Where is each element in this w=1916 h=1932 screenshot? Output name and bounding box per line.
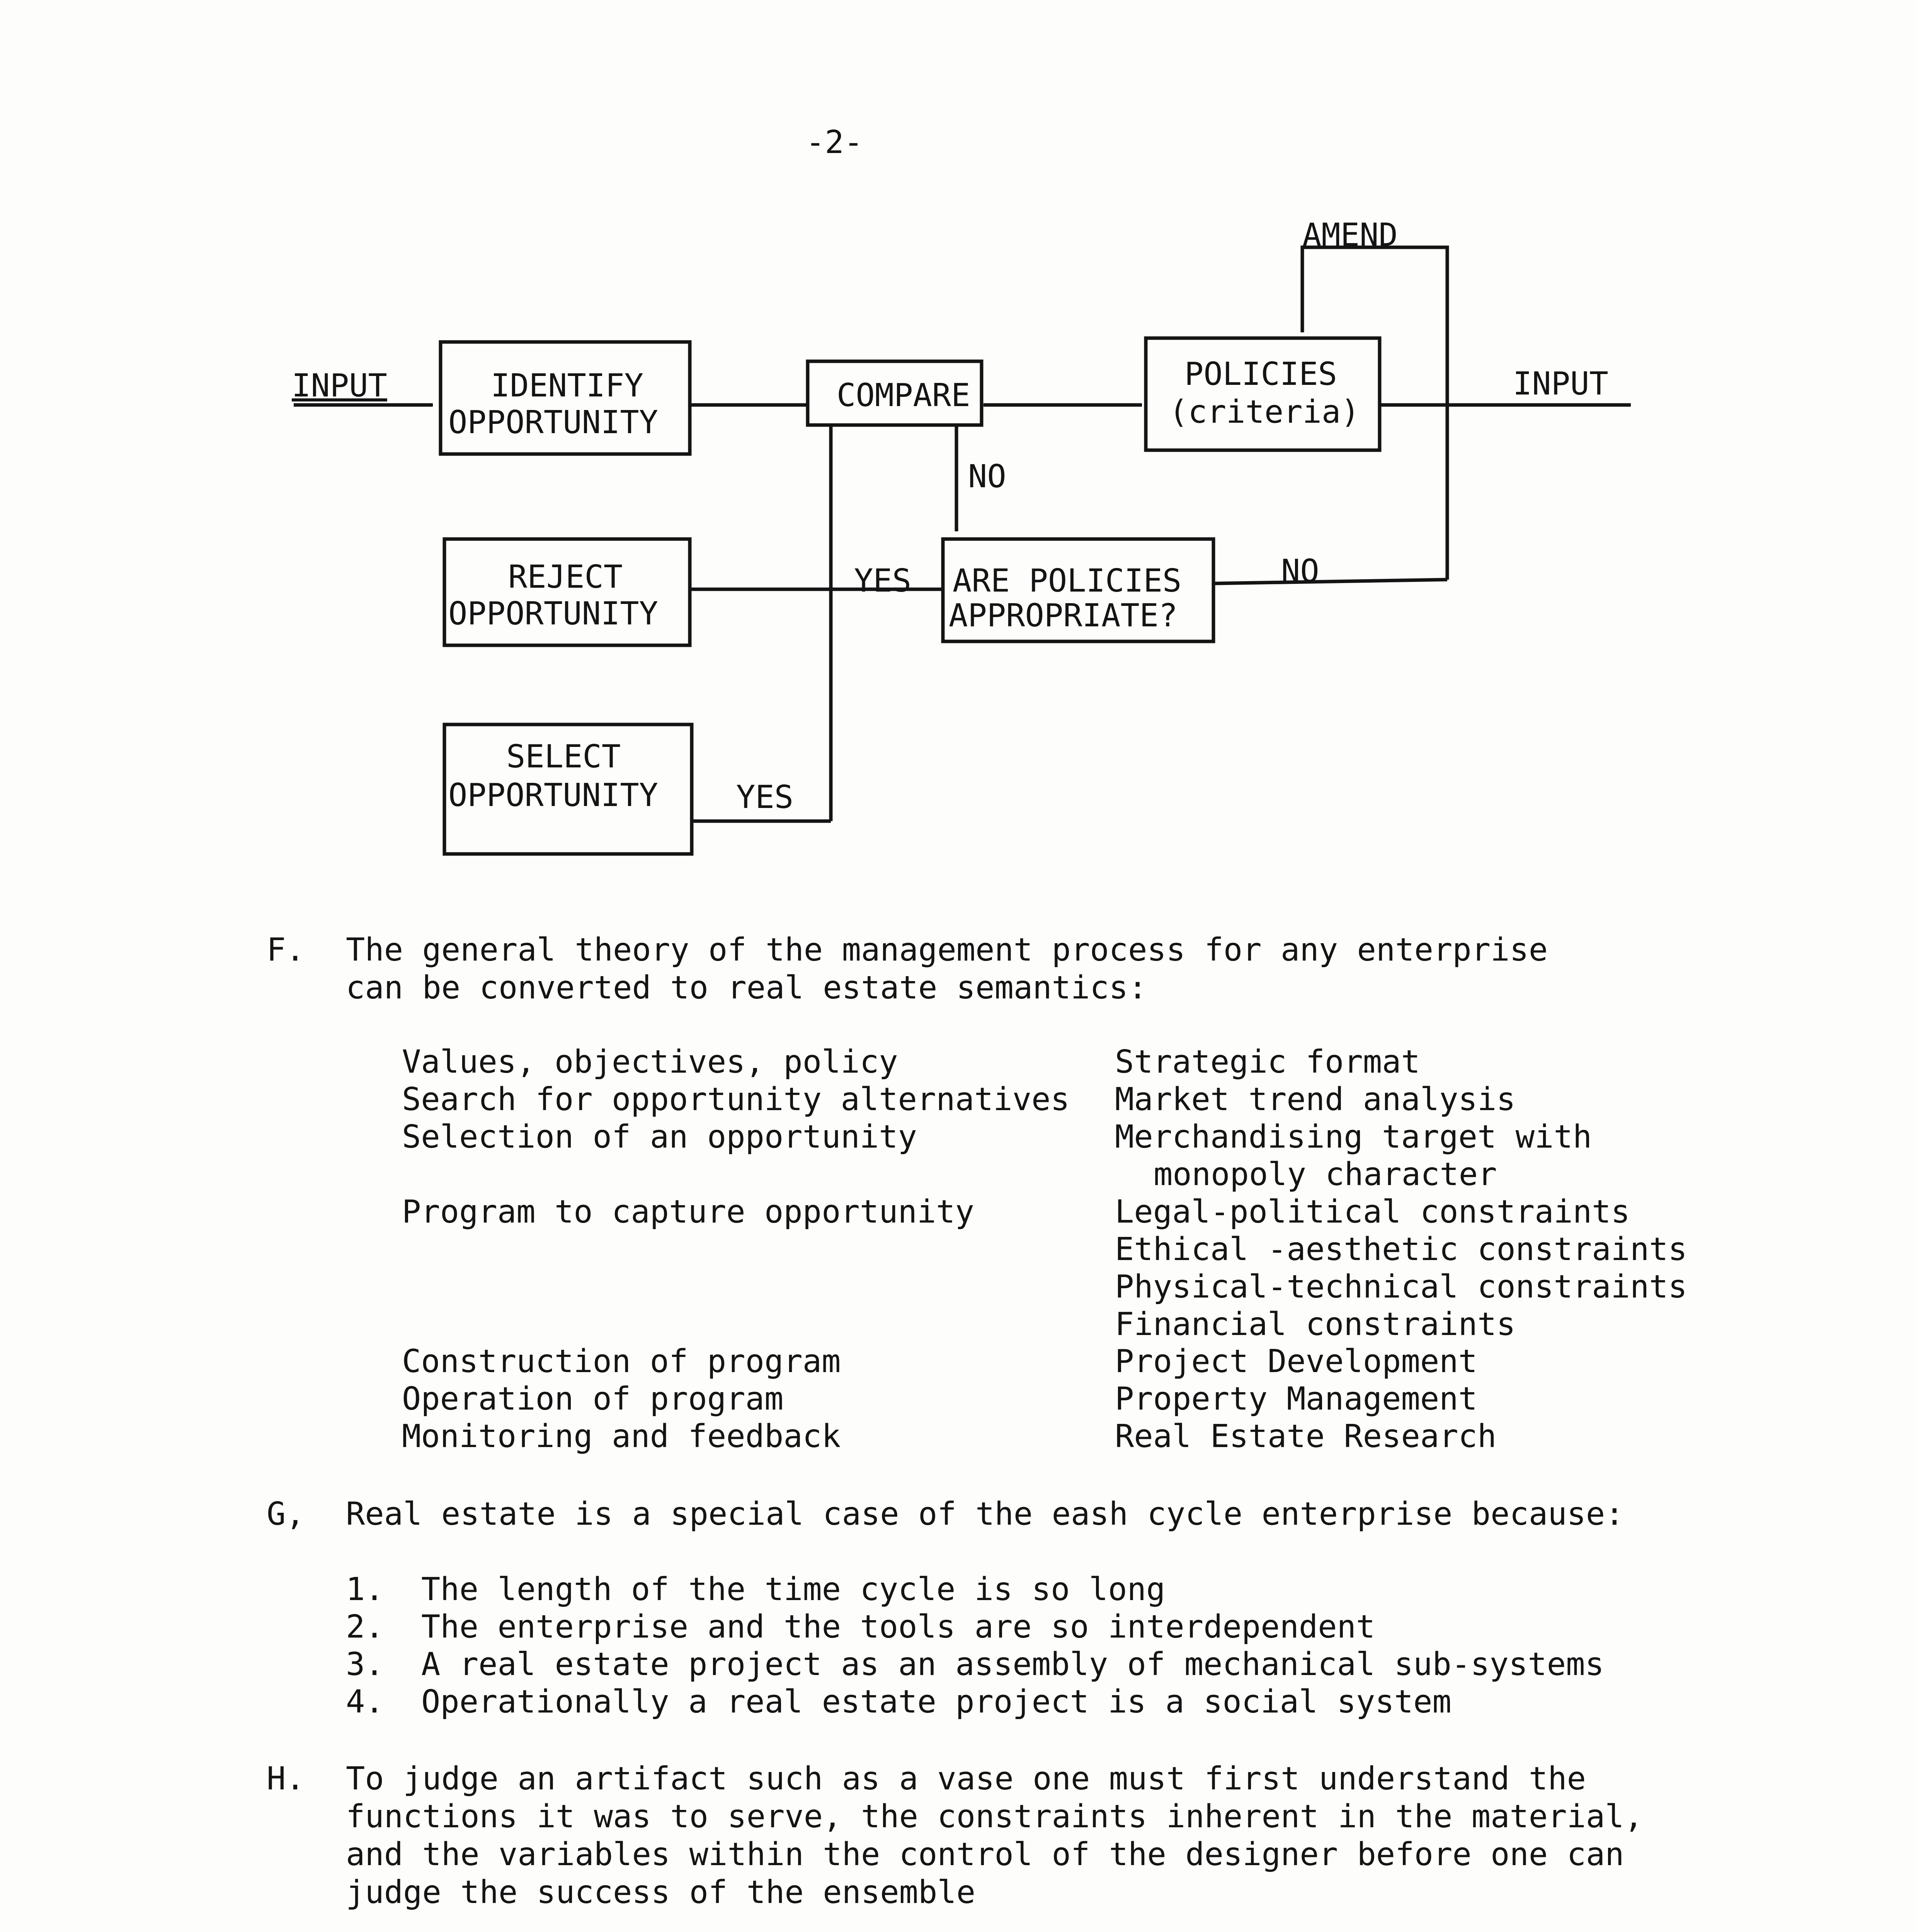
f-left-2: Search for opportunity alternatives	[402, 1081, 1070, 1118]
section-g-intro: Real estate is a special case of the eash cycle enterprise because:	[346, 1496, 1624, 1532]
policies-label-line1: POLICIES	[1184, 356, 1337, 393]
f-right-5: Legal-political constraints	[1115, 1194, 1630, 1230]
section-h-intro-line3: and the variables within the control of the designer before one can	[346, 1836, 1624, 1873]
g-item-3-num: 3.	[346, 1646, 384, 1683]
page-number: -2-	[806, 124, 863, 161]
section-f-intro-line1: The general theory of the management process for any enterprise	[346, 932, 1548, 968]
section-h-intro-line1: To judge an artifact such as a vase one must first understand the	[346, 1760, 1586, 1797]
yes-reject-label: YES	[854, 563, 912, 599]
input-left-label: INPUT	[292, 367, 387, 404]
g-item-4-num: 4.	[346, 1684, 384, 1720]
identify-label-line2: OPPORTUNITY	[448, 404, 659, 441]
policies-label-line2: (criteria)	[1169, 394, 1360, 430]
input-right-label: INPUT	[1513, 366, 1608, 402]
identify-label-line1: IDENTIFY	[491, 367, 643, 404]
g-item-1-num: 1.	[346, 1571, 384, 1608]
g-item-3-text: A real estate project as an assembly of mechanical sub-systems	[421, 1646, 1604, 1683]
section-g-marker: G,	[267, 1496, 305, 1532]
appropriate-no-line	[1213, 580, 1447, 583]
f-left-3: Selection of an opportunity	[402, 1119, 917, 1155]
no-right-label: NO	[1281, 553, 1319, 590]
no-down-label: NO	[968, 458, 1006, 495]
f-right-10: Property Management	[1115, 1381, 1477, 1417]
g-item-4-text: Operationally a real estate project is a social system	[421, 1684, 1451, 1720]
f-right-7: Physical-technical constraints	[1115, 1269, 1688, 1305]
select-label-line2: OPPORTUNITY	[448, 777, 659, 814]
appropriate-label-line1: ARE POLICIES	[953, 563, 1182, 599]
f-left-4: Program to capture opportunity	[402, 1194, 975, 1230]
reject-label-line1: REJECT	[508, 559, 623, 595]
reject-label-line2: OPPORTUNITY	[448, 595, 659, 632]
f-left-1: Values, objectives, policy	[402, 1044, 898, 1080]
select-label-line1: SELECT	[506, 738, 621, 775]
section-h-intro-line4: judge the success of the ensemble	[346, 1874, 976, 1911]
connector-lines	[294, 247, 1631, 821]
flowchart-diagram	[0, 0, 1916, 889]
f-right-9: Project Development	[1115, 1343, 1477, 1380]
section-f-intro-line2: can be converted to real estate semantics:	[346, 969, 1147, 1006]
g-item-2-num: 2.	[346, 1609, 384, 1645]
f-left-6: Operation of program	[402, 1381, 784, 1417]
f-right-2: Market trend analysis	[1115, 1081, 1516, 1118]
yes-select-label: YES	[736, 779, 794, 816]
f-right-3: Merchandising target with	[1115, 1119, 1592, 1155]
section-h-intro-line2: functions it was to serve, the constraints inherent in the material,	[346, 1798, 1644, 1835]
f-left-7: Monitoring and feedback	[402, 1418, 841, 1455]
g-item-1-text: The length of the time cycle is so long	[421, 1571, 1166, 1608]
amend-label: AMEND	[1302, 217, 1398, 253]
f-left-5: Construction of program	[402, 1343, 841, 1380]
f-right-6: Ethical -aesthetic constraints	[1115, 1231, 1688, 1268]
f-right-8: Financial constraints	[1115, 1306, 1516, 1343]
f-right-4: monopoly character	[1154, 1156, 1497, 1193]
f-right-11: Real Estate Research	[1115, 1418, 1497, 1455]
section-h-marker: H.	[267, 1760, 305, 1797]
section-f-marker: F.	[267, 932, 305, 968]
compare-label: COMPARE	[837, 377, 970, 414]
appropriate-label-line2: APPROPRIATE?	[949, 597, 1178, 634]
f-right-1: Strategic format	[1115, 1044, 1420, 1080]
g-item-2-text: The enterprise and the tools are so interdependent	[421, 1609, 1375, 1645]
